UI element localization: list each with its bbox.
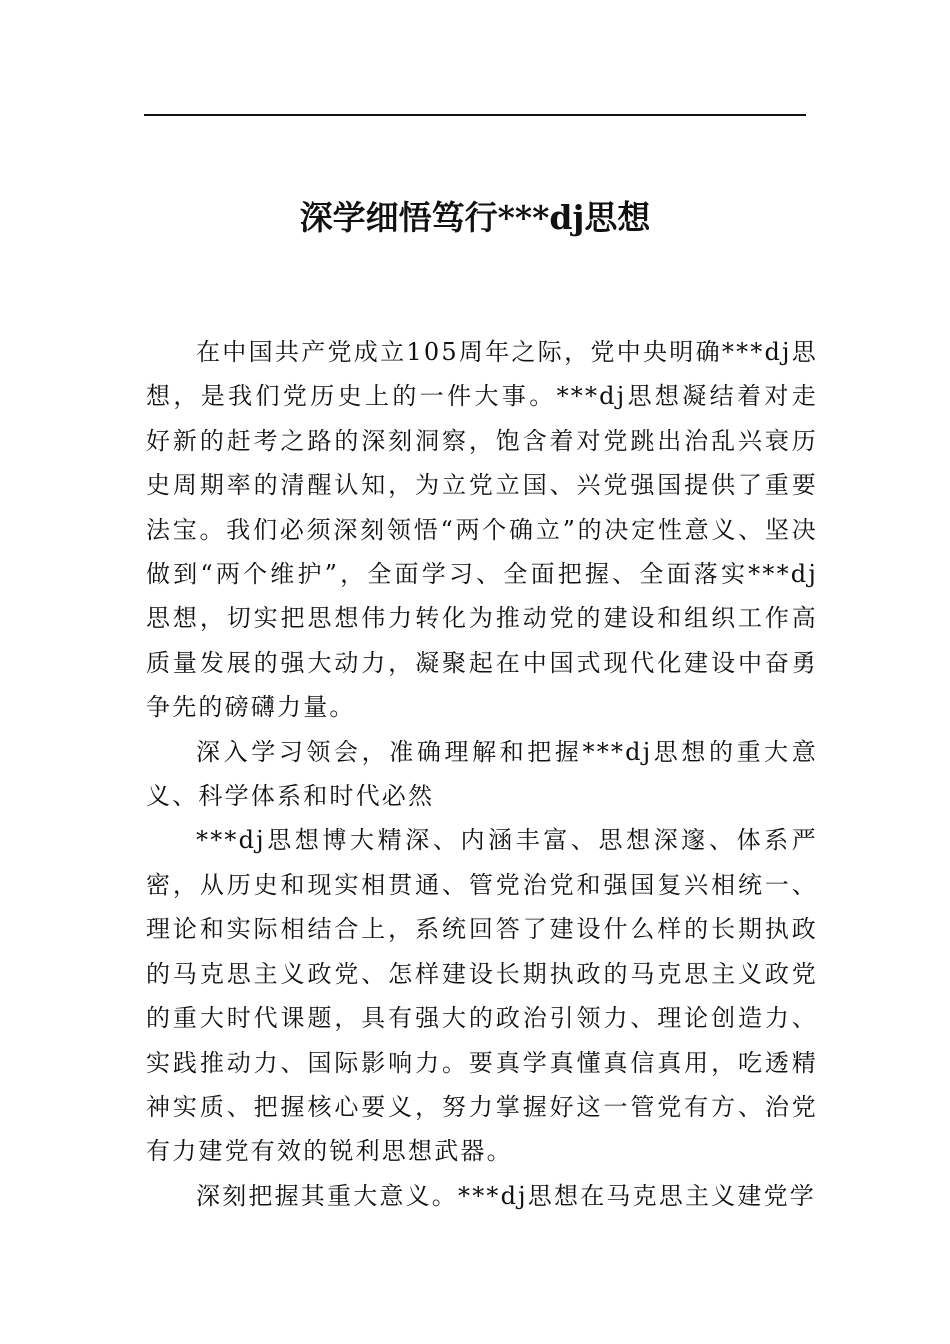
paragraph-significance: 深刻把握其重大意义。***dj思想在马克思主义建党学 <box>196 1181 817 1210</box>
header-rule <box>144 114 806 116</box>
paragraph-content: ***dj思想博大精深、内涵丰富、思想深邃、体系严密，从历史和现实相贯通、管党治党和强国复兴相统一、理论和实际相结合上，系统回答了建设什么样的长期执政的马克思主义政党、怎样建设长期执政的马克思主义政党的重大时代课题，具有强大的政治引领力、理论创造力、实践推动力、国际影响力。要真学真懂真信真用，吃透精神实质、把握核心要义，努力掌握好这一管党有方、治党有力建党有效的锐利思想武器。 <box>146 826 818 1166</box>
document-body <box>146 330 818 1218</box>
section-heading: 深入学习领会，准确理解和把握***dj思想的重大意义、科学体系和时代必然 <box>146 737 818 811</box>
document-title: 深学细悟笃行***dj思想 <box>299 198 651 237</box>
paragraph-intro: 在中国共产党成立105周年之际，党中央明确***dj思想，是我们党历史上的一件大事。***dj思想凝结着对走好新的赶考之路的深刻洞察，饱含着对党跳出治乱兴衰历史周期率的清醒认知，为立党立国、兴党强国提供了重要法宝。我们必须深刻领悟“两个确立”的决定性意义、坚决做到“两个维护”，全面学习、全面把握、全面落实***dj思想，切实把思想伟力转化为推动党的建设和组织工作高质量发展的强大动力，凝聚起在中国式现代化建设中奋勇争先的磅礴力量。 <box>146 338 818 722</box>
